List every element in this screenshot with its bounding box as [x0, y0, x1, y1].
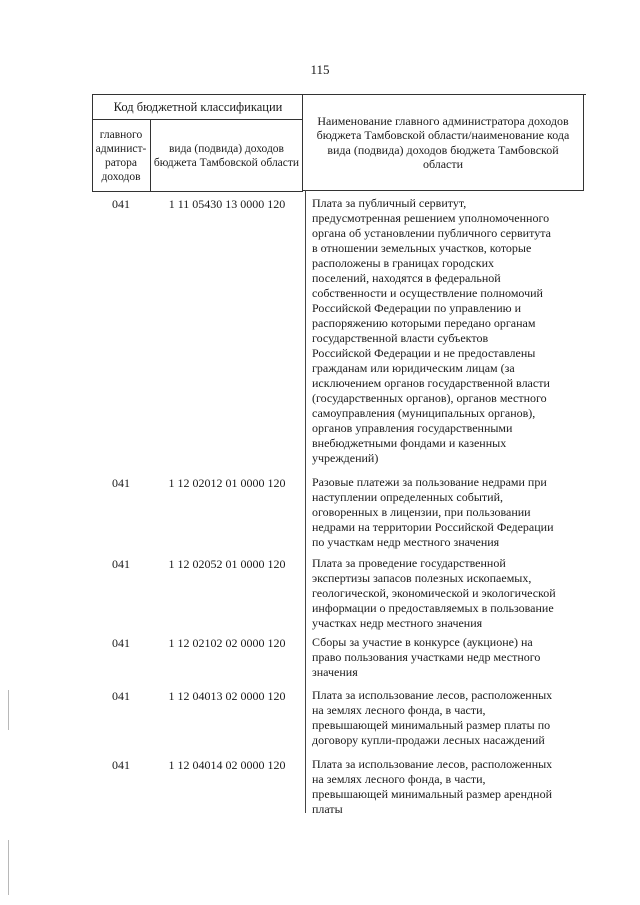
income-code: 1 12 02012 01 0000 120	[168, 476, 286, 490]
description-line: предусмотренная решением уполномоченного	[312, 211, 550, 225]
scan-artifact	[8, 840, 9, 895]
name-column-header: Наименование главного администратора доходов бюджета Тамбовской области/наименование кода вида (подвида) доходов бюджета Тамбовской области	[302, 95, 584, 191]
description-line: платы	[312, 802, 343, 816]
description-line: учреждений)	[312, 451, 379, 465]
description-line: Разовые платежи за пользование недрами при	[312, 475, 547, 489]
description-line: распоряжению которыми передано органам	[312, 316, 536, 330]
description-line: значения	[312, 665, 358, 679]
income-description	[312, 757, 580, 817]
description-line: экспертизы запасов полезных ископаемых,	[312, 571, 532, 585]
budget-code-header: Код бюджетной классификации	[93, 95, 303, 120]
description-line: собственности и осуществление полномочий	[312, 286, 543, 300]
income-type-column-header: вида (подвида) доходов бюджета Тамбовской области	[153, 142, 300, 169]
description-line: расположены в границах городских	[312, 256, 495, 270]
description-line: геологической, экономической и экологической	[312, 586, 556, 600]
page-number: 115	[310, 62, 330, 77]
income-code: 1 12 02052 01 0000 120	[168, 557, 286, 571]
description-line: Сборы за участие в конкурсе (аукционе) на	[312, 635, 533, 649]
administrator-code: 041	[112, 197, 130, 211]
description-line: (государственных органов), органов местного	[312, 391, 547, 405]
description-line: превышающей минимальный размер платы по	[312, 718, 551, 732]
column-divider	[305, 190, 306, 813]
administrator-code: 041	[112, 476, 130, 490]
income-description	[312, 688, 580, 748]
description-line: государственной власти субъектов	[312, 331, 489, 345]
description-line: Российской Федерации по управлению и	[312, 301, 522, 315]
administrator-column-header: главного админист-ратора доходов	[92, 120, 151, 191]
scan-artifact	[8, 690, 9, 730]
description-line: на землях лесного фонда, в части,	[312, 772, 486, 786]
description-line: в отношении земельных участков, которые	[312, 241, 532, 255]
income-code: 1 11 05430 13 0000 120	[168, 197, 286, 211]
description-line: внебюджетными фондами и казенных	[312, 436, 507, 450]
description-line: органов управления государственными	[312, 421, 513, 435]
description-line: право пользования участками недр местного	[312, 650, 541, 664]
description-line: оговоренных в лицензии, при пользовании	[312, 505, 531, 519]
description-line: по участкам недр местного значения	[312, 535, 500, 549]
description-line: Плата за проведение государственной	[312, 556, 506, 570]
description-line: Российской Федерации и не предоставлены	[312, 346, 536, 360]
description-line: Плата за использование лесов, расположенных	[312, 757, 553, 771]
administrator-code: 041	[112, 557, 130, 571]
table-header	[92, 94, 586, 191]
income-code: 1 12 02102 02 0000 120	[168, 636, 286, 650]
administrator-code: 041	[112, 636, 130, 650]
description-line: на землях лесного фонда, в части,	[312, 703, 486, 717]
income-description	[312, 475, 580, 550]
description-line: недрами на территории Российской Федерации	[312, 520, 554, 534]
administrator-code: 041	[112, 689, 130, 703]
description-line: Плата за использование лесов, расположенных	[312, 688, 553, 702]
description-line: исключением органов государственной власти	[312, 376, 550, 390]
income-description	[312, 635, 580, 680]
description-line: самоуправления (муниципальных органов),	[312, 406, 536, 420]
income-description	[312, 556, 580, 631]
description-line: наступлении определенных событий,	[312, 490, 503, 504]
description-line: договору купли-продажи лесных насаждений	[312, 733, 545, 747]
description-line: органа об установлении публичного сервитута	[312, 226, 551, 240]
description-line: Плата за публичный сервитут,	[312, 196, 467, 210]
description-line: участках недр местного значения	[312, 616, 483, 630]
budget-classification-table	[92, 94, 586, 191]
income-code: 1 12 04013 02 0000 120	[168, 689, 286, 703]
income-code: 1 12 04014 02 0000 120	[168, 758, 286, 772]
description-line: превышающей минимальный размер арендной	[312, 787, 553, 801]
description-line: гражданам или юридическим лицам (за	[312, 361, 515, 375]
administrator-code: 041	[112, 758, 130, 772]
description-line: информации о предоставляемых в пользование	[312, 601, 554, 615]
description-line: поселений, находятся в федеральной	[312, 271, 501, 285]
income-description	[312, 196, 580, 466]
